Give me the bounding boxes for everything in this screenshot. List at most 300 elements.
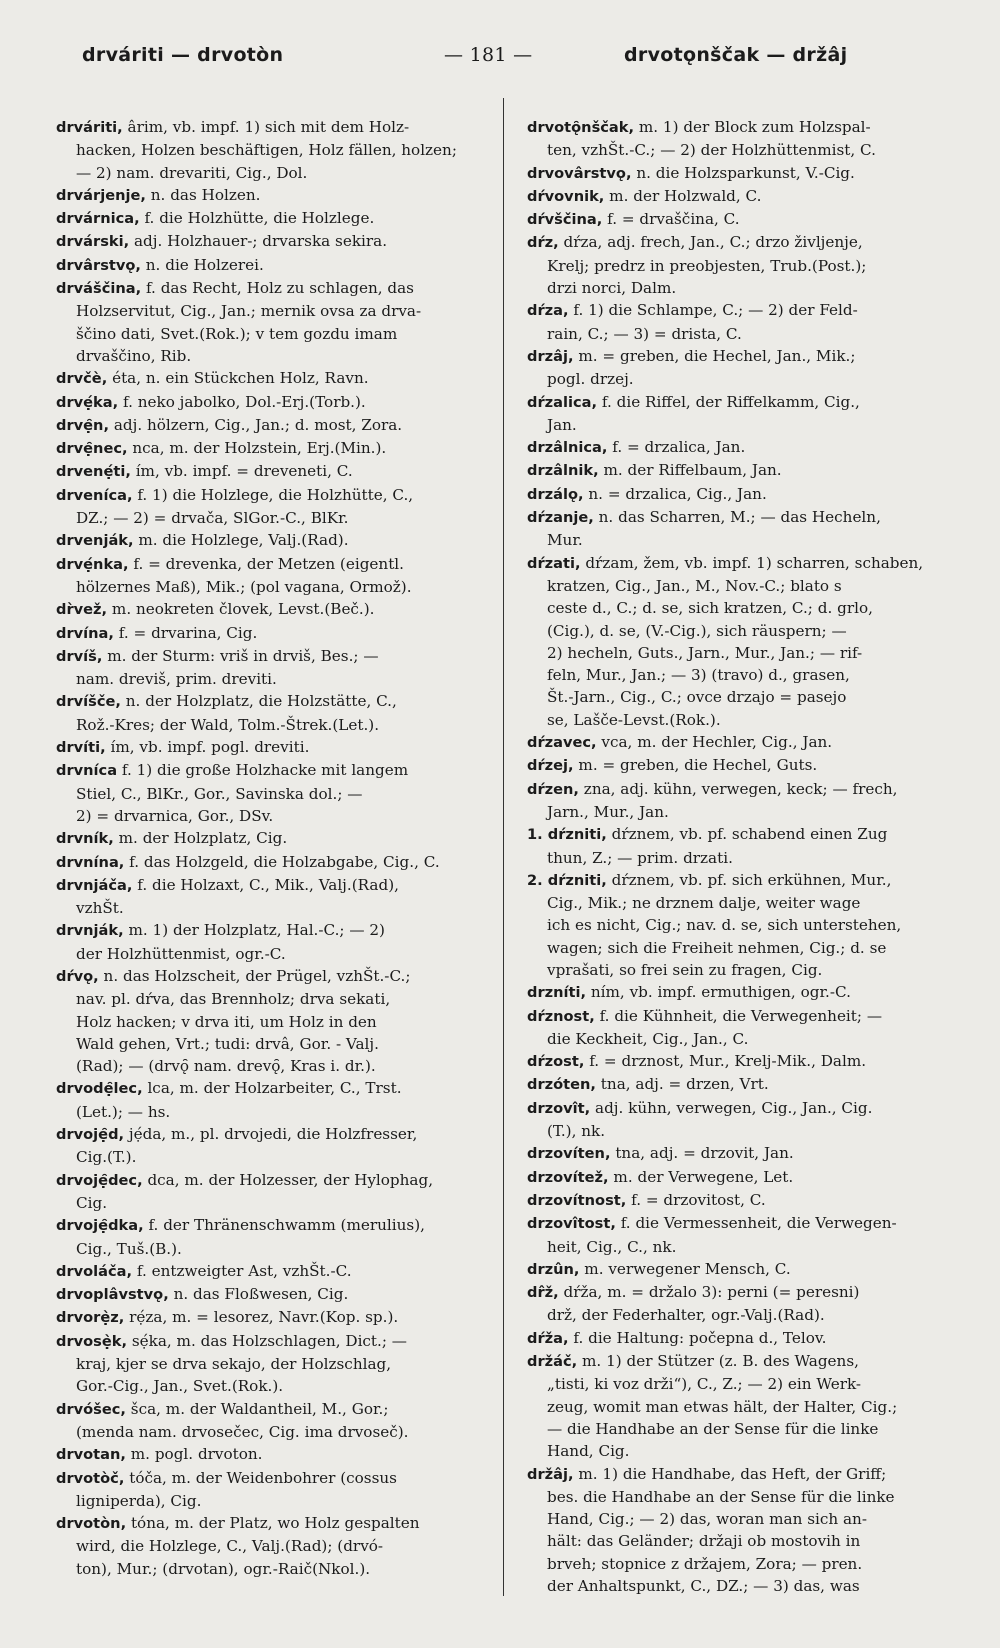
entry-line <box>527 116 957 139</box>
entry-line <box>56 460 484 483</box>
entry-text: hölzernes Maß), Mik.; (pol vagana, Ormož). <box>76 577 412 596</box>
entry-text: heit, Cig., C., nk. <box>547 1237 677 1256</box>
entry-text: Krelj; predrz in preobjesten, Trub.(Post.); <box>547 256 867 275</box>
entry-line <box>527 414 957 436</box>
headword: drvnjáča, <box>56 876 133 894</box>
entry-text: hacken, Holzen beschäftigen, Holz fällen, holzen; <box>76 141 457 160</box>
entry-line <box>56 919 484 942</box>
entry-line <box>527 620 957 642</box>
entry-line <box>527 597 957 619</box>
entry-line <box>527 959 957 981</box>
entry-text: f. 1) die große Holzhacke mit langem <box>117 761 409 780</box>
headword: drvojẹ̑d, <box>56 1126 125 1144</box>
entry-line <box>56 1011 484 1033</box>
entry-text: pogl. drzej. <box>547 370 634 389</box>
entry-line <box>56 943 484 965</box>
entry-line <box>527 981 957 1004</box>
entry-text: Wald gehen, Vrt.; tudi: drvâ, Gor. - Valj. <box>76 1034 379 1053</box>
entry-text: ním, vb. impf. ermuthigen, ogr.-C. <box>586 983 851 1002</box>
entry-text: m. 1) der Block zum Holzspal- <box>634 118 871 136</box>
entry-text: — 2) nam. drevariti, Cig., Dol. <box>76 163 308 182</box>
entry-line <box>527 937 957 959</box>
headword: dŕzati, <box>527 554 581 572</box>
entry-line <box>56 1535 484 1557</box>
entry-line <box>56 230 484 253</box>
entry-text: n. das Holzscheit, der Prügel, vzhŠt.-C.; <box>98 966 411 985</box>
entry-line <box>527 1440 957 1462</box>
entry-line <box>56 1123 484 1146</box>
headword: dŕzen, <box>527 780 579 798</box>
headword: dŕz, <box>527 234 559 252</box>
entry-line <box>56 668 484 690</box>
entry-line <box>527 823 957 846</box>
entry-text: tna, adj. = drzen, Vrt. <box>595 1075 769 1094</box>
entry-line <box>527 1396 957 1418</box>
entry-line <box>527 731 957 754</box>
entry-text: brveh; stopnice z držajem, Zora; — pren. <box>547 1554 863 1573</box>
entry-line <box>527 1373 957 1395</box>
entry-text: kratzen, Cig., Jan., M., Nov.-C.; blato s <box>547 576 842 595</box>
entry-line <box>527 139 957 161</box>
headword: drvenják, <box>56 532 134 550</box>
entry-line <box>56 300 484 322</box>
entry-text: m. = greben, die Hechel, Jan., Mik.; <box>573 346 856 365</box>
entry-line <box>527 1212 957 1235</box>
entry-line <box>56 1055 484 1077</box>
entry-text: n. = drzalica, Cig., Jan. <box>583 484 767 503</box>
headword: drzóten, <box>527 1076 596 1094</box>
entry-line <box>527 1486 957 1508</box>
entry-line <box>56 1238 484 1260</box>
entry-text: n. das Scharren, M.; — das Hecheln, <box>593 508 881 527</box>
entry-line <box>56 437 484 460</box>
entry-line <box>527 1418 957 1440</box>
entry-text: (T.), nk. <box>547 1122 606 1141</box>
entry-line <box>527 208 957 231</box>
entry-line <box>56 529 484 552</box>
entry-text: m. der Holzwald, C. <box>604 186 762 205</box>
entry-text: nam. dreviš, prim. dreviti. <box>76 670 277 689</box>
entry-line <box>527 231 957 254</box>
entry-line <box>56 254 484 277</box>
entry-text: Rož.-Kres; der Wald, Tolm.-Štrek.(Let.). <box>76 715 380 734</box>
entry-line <box>56 1260 484 1283</box>
entry-line <box>527 778 957 801</box>
headword: dŕznost, <box>527 1007 595 1025</box>
entry-text: ceste d., C.; d. se, sich kratzen, C.; d. grlo, <box>547 599 873 618</box>
entry-text: ím, vb. impf. pogl. dreviti. <box>105 738 310 757</box>
entry-text: Hand, Cig.; — 2) das, woran man sich an- <box>547 1510 867 1529</box>
headword: dŕzost, <box>527 1053 585 1071</box>
entry-line <box>527 1166 957 1189</box>
entry-line <box>527 459 957 482</box>
entry-line <box>56 827 484 850</box>
entry-text: Holz hacken; v drva iti, um Holz in den <box>76 1012 377 1031</box>
headword: drvína, <box>56 624 114 642</box>
header-left-guide-words: drváriti — drvotòn <box>82 44 284 66</box>
entry-text: n. das Holzen. <box>145 185 261 204</box>
entry-text: (Cig.), d. se, (V.-Cig.), sich räuspern; — <box>547 621 847 640</box>
headword: drvẹ́nka, <box>56 555 129 573</box>
entry-text: nca, m. der Holzstein, Erj.(Min.). <box>127 439 387 458</box>
entry-line <box>527 436 957 459</box>
entry-line <box>56 1490 484 1512</box>
entry-text: dca, m. der Holzesser, der Hylophag, <box>142 1170 434 1189</box>
entry-text: f. = drvarina, Cig. <box>113 623 258 642</box>
entry-text: m. verwegener Mensch, C. <box>579 1259 791 1278</box>
entry-line <box>527 1553 957 1575</box>
headword: drveníca, <box>56 486 133 504</box>
headword: dŕža, <box>527 1329 569 1347</box>
headword: drvnína, <box>56 853 125 871</box>
entry-text: (menda nam. drvosečec, Cig. ima drvoseč). <box>76 1422 409 1441</box>
entry-text: tna, adj. = drzovit, Jan. <box>610 1144 794 1163</box>
entry-text: ten, vzhŠt.-C.; — 2) der Holzhüttenmist, C. <box>547 141 876 160</box>
entry-line <box>527 1575 957 1597</box>
headword: drvíšče, <box>56 693 121 711</box>
entry-line <box>56 367 484 390</box>
headword: drvovârstvǫ, <box>527 164 632 182</box>
headword: drzâlnica, <box>527 439 608 457</box>
entry-text: kraj, kjer se drva sekajo, der Holzschlag, <box>76 1355 392 1374</box>
entry-text: f. das Holzgeld, die Holzabgabe, Cig., C. <box>124 852 440 871</box>
entry-text: f. entzweigter Ast, vzhŠt.-C. <box>132 1261 352 1280</box>
entry-text: wagen; sich die Freiheit nehmen, Cig.; d. se <box>547 938 887 957</box>
entry-text: f. 1) die Schlampe, C.; — 2) der Feld- <box>568 301 858 320</box>
headword: dŕza, <box>527 302 569 320</box>
page-number: — 181 — <box>444 44 533 66</box>
headword: dr̂ž, <box>527 1284 559 1302</box>
headword: dr̀vež, <box>56 601 108 619</box>
page-header <box>0 44 1000 76</box>
entry-line <box>56 162 484 184</box>
entry-line <box>527 1258 957 1281</box>
entry-line <box>56 576 484 598</box>
headword: dŕzanje, <box>527 509 594 527</box>
entry-line <box>527 162 957 185</box>
entry-text: lca, m. der Holzarbeiter, C., Trst. <box>142 1079 402 1098</box>
entry-line <box>527 323 957 345</box>
entry-line <box>527 686 957 708</box>
entry-line <box>56 414 484 437</box>
headword: drvodẹ̑lec, <box>56 1080 143 1098</box>
entry-text: 2) hecheln, Guts., Jarn., Mur., Jan.; — rif- <box>547 643 863 662</box>
entry-line <box>527 483 957 506</box>
entry-text: m. die Holzlege, Valj.(Rad). <box>133 531 349 550</box>
headword: dŕzavec, <box>527 734 597 752</box>
headword: drváriti, <box>56 119 123 136</box>
entry-line <box>56 622 484 645</box>
entry-line <box>56 851 484 874</box>
entry-text: feln, Mur., Jan.; — 3) (travo) d., grasen, <box>547 666 850 685</box>
entry-line <box>56 1443 484 1466</box>
entry-line <box>56 1283 484 1306</box>
entry-text: m. = greben, die Hechel, Guts. <box>573 756 818 775</box>
entry-line <box>56 1558 484 1580</box>
entry-line <box>56 1077 484 1100</box>
entry-text: dŕzam, žem, vb. impf. 1) scharren, schaben, <box>580 553 924 572</box>
entry-text: éta, n. ein Stückchen Holz, Ravn. <box>107 369 369 388</box>
entry-text: — die Handhabe an der Sense für die linke <box>547 1419 879 1438</box>
entry-text: ligniperda), Cig. <box>76 1491 202 1510</box>
entry-text: adj. kühn, verwegen, Cig., Jan., Cig. <box>590 1098 873 1117</box>
headword: drzâj, <box>527 347 574 365</box>
headword: drvârstvǫ, <box>56 256 141 274</box>
entry-line <box>56 553 484 576</box>
entry-text: bes. die Handhabe an der Sense für die linke <box>547 1487 895 1506</box>
headword: dŕzej, <box>527 757 574 775</box>
entry-line <box>527 754 957 777</box>
headword: 1. dŕzniti, <box>527 826 607 844</box>
entry-text: ím, vb. impf. = dreveneti, C. <box>130 462 353 481</box>
entry-text: n. die Holzerei. <box>140 255 264 274</box>
entry-line <box>527 1050 957 1073</box>
entry-text: adj. Holzhauer-; drvarska sekira. <box>129 232 388 251</box>
entry-line <box>527 368 957 390</box>
headword: drváščina, <box>56 280 142 298</box>
entry-text: m. 1) der Holzplatz, Hal.-C.; — 2) <box>123 921 385 940</box>
entry-text: adj. hölzern, Cig., Jan.; d. most, Zora. <box>109 415 403 434</box>
entry-text: Cig. <box>76 1193 108 1212</box>
entry-text: Št.-Jarn., Cig., C.; ovce drzajo = pasejo <box>547 688 847 707</box>
entry-text: f. die Riffel, der Riffelkamm, Cig., <box>597 392 860 411</box>
entry-text: DZ.; — 2) = drvača, SlGor.-C., BlKr. <box>76 509 349 528</box>
entry-text: drž, der Federhalter, ogr.-Valj.(Rad). <box>547 1306 825 1325</box>
entry-line <box>527 1073 957 1096</box>
entry-text: tóna, m. der Platz, wo Holz gespalten <box>126 1514 420 1533</box>
entry-text: vprašati, so frei sein zu fragen, Cig. <box>547 960 823 979</box>
entry-line <box>527 1327 957 1350</box>
entry-line <box>527 1304 957 1326</box>
entry-line <box>56 1146 484 1168</box>
entry-line <box>56 1169 484 1192</box>
headword: drzovît, <box>527 1099 591 1117</box>
headword: drvẹ̑nec, <box>56 440 128 458</box>
entry-line <box>56 598 484 621</box>
entry-line <box>527 1530 957 1552</box>
entry-line <box>527 869 957 892</box>
entry-line <box>56 874 484 897</box>
headword: drvẹ̑n, <box>56 416 109 434</box>
entry-line <box>56 988 484 1010</box>
entry-text: ščino dati, Svet.(Rok.); v tem gozdu imam <box>76 324 398 343</box>
entry-line <box>56 965 484 988</box>
entry-text: dŕza, adj. frech, Jan., C.; drzo življenje, <box>558 233 863 252</box>
entry-text: f. neko jabolko, Dol.-Erj.(Torb.). <box>118 392 366 411</box>
entry-text: drvaščino, Rib. <box>76 346 192 365</box>
entry-text: nav. pl. dŕva, das Brennholz; drva sekati, <box>76 990 391 1009</box>
entry-text: die Keckheit, Cig., Jan., C. <box>547 1029 749 1048</box>
entry-line <box>527 892 957 914</box>
headword: drvoplâvstvǫ, <box>56 1286 169 1304</box>
entry-line <box>527 1236 957 1258</box>
entry-line <box>56 345 484 367</box>
entry-line <box>527 1508 957 1530</box>
entry-text: f. die Kühnheit, die Verwegenheit; — <box>594 1006 883 1025</box>
entry-text: f. die Holzhütte, die Holzlege. <box>139 209 375 228</box>
entry-line <box>56 1214 484 1237</box>
entry-line <box>527 1281 957 1304</box>
entry-line <box>56 391 484 414</box>
entry-line <box>56 690 484 713</box>
headword: drzníti, <box>527 984 587 1002</box>
entry-line <box>56 759 484 782</box>
entry-text: m. der Verwegene, Let. <box>608 1167 794 1186</box>
column-divider <box>503 98 504 1596</box>
entry-line <box>527 277 957 299</box>
entry-text: dŕznem, vb. pf. sich erkühnen, Mur., <box>606 870 892 889</box>
entry-line <box>527 529 957 551</box>
entry-text: se, Lašče-Levst.(Rok.). <box>547 710 721 729</box>
entry-line <box>56 1192 484 1214</box>
entry-text: m. der Holzplatz, Cig. <box>113 829 288 848</box>
entry-line <box>56 1421 484 1443</box>
entry-line <box>527 1463 957 1486</box>
right-column <box>527 116 957 1597</box>
headword: drvẹ́ka, <box>56 393 119 411</box>
headword: drvárnica, <box>56 210 140 228</box>
entry-text: tóča, m. der Weidenbohrer (cossus <box>124 1468 397 1487</box>
header-right-guide-words: drvotǫnščak — držâj <box>624 44 848 66</box>
entry-line <box>56 1330 484 1353</box>
entry-text: Cig., Tuš.(B.). <box>76 1239 182 1258</box>
entry-line <box>56 1353 484 1375</box>
entry-text: jẹ́da, m., pl. drvojedi, die Holzfresser, <box>124 1125 418 1144</box>
entry-text: f. 1) die Holzlege, die Holzhütte, C., <box>132 485 414 504</box>
entry-line <box>527 914 957 936</box>
entry-line <box>527 552 957 575</box>
headword: drvíš, <box>56 647 103 665</box>
headword: drvníca <box>56 762 118 780</box>
entry-text: f. das Recht, Holz zu schlagen, das <box>141 279 414 298</box>
entry-line <box>56 1306 484 1329</box>
headword: drzovíten, <box>527 1145 611 1163</box>
entry-text: ich es nicht, Cig.; nav. d. se, sich unterstehen, <box>547 916 902 935</box>
entry-text: Jan. <box>547 415 577 434</box>
headword: drvotòč, <box>56 1469 125 1487</box>
entry-text: f. die Haltung: počepna d., Telov. <box>568 1328 827 1347</box>
entry-line <box>527 642 957 664</box>
entry-text: zna, adj. kühn, verwegen, keck; — frech, <box>578 779 898 798</box>
entry-line <box>56 736 484 759</box>
headword: drvóšec, <box>56 1400 126 1418</box>
entry-line <box>527 1120 957 1142</box>
entry-line <box>56 507 484 529</box>
entry-text: ârim, vb. impf. 1) sich mit dem Holz- <box>122 118 410 136</box>
headword: drzovítnost, <box>527 1191 627 1209</box>
entry-line <box>527 1350 957 1373</box>
entry-line <box>527 506 957 529</box>
entry-line <box>527 345 957 368</box>
entry-line <box>527 1005 957 1028</box>
entry-line <box>56 1375 484 1397</box>
entry-text: m. 1) der Stützer (z. B. des Wagens, <box>577 1352 859 1371</box>
headword: drvčè, <box>56 370 108 388</box>
entry-text: f. = drevenka, der Metzen (eigentl. <box>128 554 404 573</box>
entry-line <box>56 323 484 345</box>
headword: držáč, <box>527 1353 578 1371</box>
entry-text: f. der Thränenschwamm (merulius), <box>143 1216 425 1235</box>
entry-line <box>527 664 957 686</box>
entry-line <box>527 299 957 322</box>
headword: drvíti, <box>56 739 106 757</box>
headword: drvenẹ́ti, <box>56 463 131 481</box>
entry-text: n. der Holzplatz, die Holzstätte, C., <box>120 692 397 711</box>
entry-line <box>56 277 484 300</box>
entry-text: (Let.); — hs. <box>76 1102 171 1121</box>
entry-text: vzhŠt. <box>76 899 124 918</box>
entry-line <box>56 1101 484 1123</box>
entry-line <box>56 1398 484 1421</box>
headword: drvotǫ̑nščak, <box>527 119 635 136</box>
entry-line <box>527 847 957 869</box>
headword: drzûn, <box>527 1260 580 1278</box>
headword: drzâlnik, <box>527 462 599 480</box>
entry-line <box>527 185 957 208</box>
headword: drvotan, <box>56 1446 126 1464</box>
entry-text: Jarn., Mur., Jan. <box>547 802 669 821</box>
headword: drvník, <box>56 830 114 848</box>
entry-line <box>56 184 484 207</box>
entry-line <box>527 391 957 414</box>
entry-line <box>56 1512 484 1535</box>
headword: drvojẹ̑dka, <box>56 1217 144 1235</box>
headword: dŕvovnik, <box>527 187 605 205</box>
headword: dŕzalica, <box>527 393 598 411</box>
entry-text: m. der Riffelbaum, Jan. <box>598 461 782 480</box>
entry-line <box>527 1189 957 1212</box>
headword: drzálǫ, <box>527 485 584 503</box>
entry-line <box>56 116 484 139</box>
entry-text: m. neokreten človek, Levst.(Beč.). <box>107 600 375 619</box>
entry-text: f. die Holzaxt, C., Mik., Valj.(Rad), <box>132 875 399 894</box>
entry-line <box>527 709 957 731</box>
headword: dŕvǫ, <box>56 967 99 985</box>
entry-text: „tisti, ki voz drži“), C., Z.; — 2) ein Werk- <box>547 1375 862 1394</box>
headword: drvnják, <box>56 922 124 940</box>
entry-text: rain, C.; — 3) = drista, C. <box>547 324 742 343</box>
entry-line <box>56 1033 484 1055</box>
entry-text: n. die Holzsparkunst, V.-Cig. <box>631 163 855 182</box>
headword: drvosẹ̀k, <box>56 1332 128 1350</box>
headword: drvárski, <box>56 233 130 251</box>
entry-line <box>56 139 484 161</box>
entry-line <box>56 207 484 230</box>
headword: drzovítež, <box>527 1168 609 1186</box>
headword: dŕvščina, <box>527 211 603 229</box>
entry-text: m. pogl. drvoton. <box>125 1445 263 1464</box>
entry-line <box>56 714 484 736</box>
entry-text: f. = drzovitost, C. <box>626 1190 766 1209</box>
entry-text: der Holzhüttenmist, ogr.-C. <box>76 944 286 963</box>
entry-text: Cig.(T.). <box>76 1148 137 1167</box>
entry-line <box>56 805 484 827</box>
entry-text: rẹ́za, m. = lesorez, Navr.(Kop. sp.). <box>124 1308 399 1327</box>
entry-line <box>527 801 957 823</box>
entry-text: wird, die Holzlege, C., Valj.(Rad); (drvó- <box>76 1537 384 1556</box>
headword: drvoláča, <box>56 1262 133 1280</box>
entry-text: dŕža, m. = držalo 3): perni (= peresni) <box>558 1283 860 1302</box>
entry-text: Mur. <box>547 531 583 550</box>
entry-line <box>527 1142 957 1165</box>
entry-text: f. die Vermessenheit, die Verwegen- <box>615 1214 897 1233</box>
entry-line <box>56 484 484 507</box>
entry-line <box>527 575 957 597</box>
entry-text: ton), Mur.; (drvotan), ogr.-Raič(Nkol.). <box>76 1559 371 1578</box>
headword: drvárjenje, <box>56 186 146 204</box>
left-column <box>56 116 484 1580</box>
entry-text: hält: das Geländer; držaji ob mostovih in <box>547 1532 861 1551</box>
